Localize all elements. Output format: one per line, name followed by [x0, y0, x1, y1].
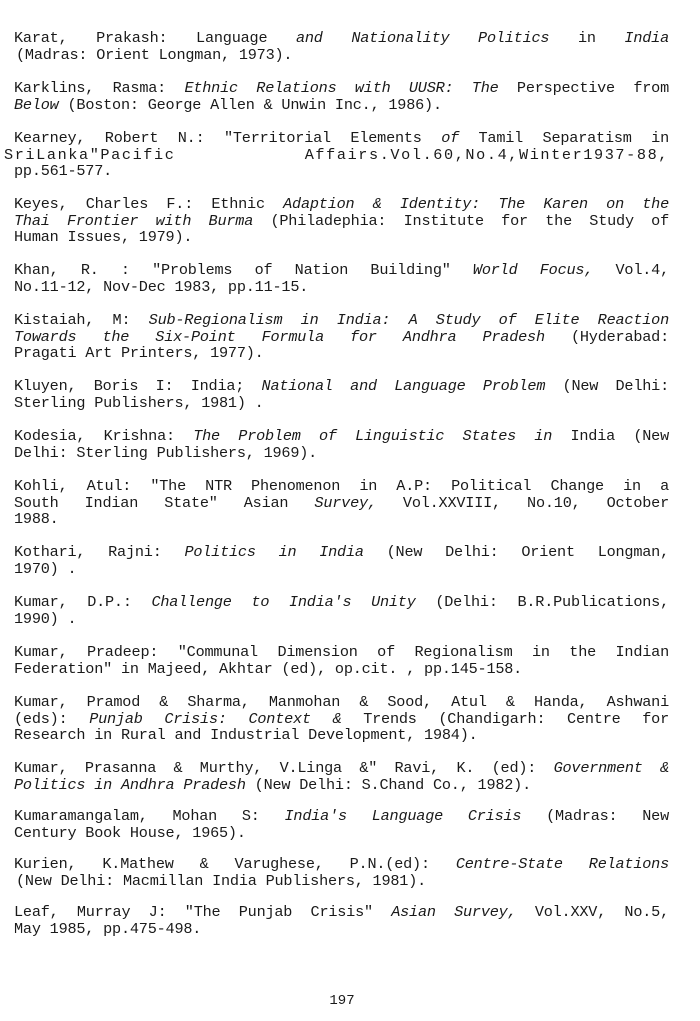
citation-text: (Hyderabad: — [544, 327, 670, 346]
entry-line — [14, 825, 669, 842]
bibliography-entry — [14, 80, 669, 113]
bibliography-entry — [14, 856, 669, 889]
citation-text: Perspective from — [498, 79, 669, 97]
entry-line — [14, 478, 669, 495]
citation-text: (Delhi: B.R.Publications, — [415, 593, 669, 611]
citation-text: (Madras: New — [521, 807, 669, 825]
entry-line — [14, 395, 669, 412]
citation-text: Karklins, Rasma: — [14, 79, 185, 97]
entry-line — [14, 428, 669, 445]
citation-text: Century Book House, 1965). — [14, 823, 246, 842]
entry-line — [14, 229, 669, 246]
citation-text: Kumaramangalam, Mohan S: — [14, 807, 285, 825]
citation-text: South Indian State" Asian — [14, 493, 315, 512]
entry-line — [14, 727, 669, 744]
entry-line — [14, 445, 669, 462]
citation-text: (eds): — [14, 709, 90, 728]
citation-text: Keyes, Charles F.: Ethnic — [14, 195, 284, 213]
citation-text: Kumar, Pradeep: "Communal Dimension of Regionalism in the Indian — [14, 643, 669, 661]
bibliography-entry — [14, 312, 669, 362]
citation-text: Human Issues, 1979). — [14, 228, 193, 246]
entry-line — [14, 279, 669, 296]
citation-text: India (New — [552, 427, 670, 445]
title-text: Below — [14, 95, 59, 114]
entry-line — [14, 213, 669, 230]
title-text: and Nationality Politics — [295, 29, 550, 47]
citation-text: Research in Rural and Industrial Development, 1984). — [14, 726, 478, 744]
citation-text: Leaf, Murray J: "The Punjab Crisis" — [14, 903, 392, 921]
entry-line — [14, 694, 669, 711]
bibliography-entry — [14, 428, 669, 461]
citation-text: Kothari, Rajni: — [14, 543, 185, 561]
citation-text: Vol.XXV, No.5, — [516, 903, 669, 921]
title-text: Politics in Andhra Pradesh — [14, 775, 246, 794]
title-text: Government & — [553, 759, 669, 777]
title-text: Punjab Crisis: Context & — [89, 709, 342, 728]
entry-line — [14, 130, 669, 147]
citation-text: Kumar, Prasanna & Murthy, V.Linga &" Ravi, K. (ed): — [14, 759, 554, 777]
citation-text: Karat, Prakash: Language — [14, 29, 296, 47]
citation-text: Kurien, K.Mathew & Varughese, P.N.(ed): — [14, 855, 456, 873]
title-text: Ethnic Relations with UUSR: The — [184, 79, 499, 97]
title-text: Centre-State Relations — [455, 855, 670, 873]
entry-line — [14, 644, 669, 661]
bibliography-entry — [14, 30, 669, 63]
entry-line — [14, 378, 669, 395]
entry-line — [14, 777, 669, 794]
citation-text: (New Delhi: Macmillan India Publishers, 1981). — [16, 871, 427, 890]
entry-line — [14, 163, 669, 180]
citation-text: Kumar, D.P.: — [14, 593, 152, 611]
entry-line — [14, 345, 669, 362]
title-text: Survey, — [314, 493, 377, 512]
entry-line — [14, 611, 669, 628]
citation-text: (Boston: George Allen & Unwin Inc., 1986). — [58, 95, 442, 114]
entry-line — [14, 760, 669, 777]
entry-line — [4, 147, 669, 164]
entry-line — [14, 80, 669, 97]
entry-line — [14, 561, 669, 578]
citation-text: (New Delhi: S.Chand Co., 1982). — [245, 775, 532, 794]
entry-line — [14, 856, 669, 873]
bibliography-entry — [14, 644, 669, 677]
entry-line — [14, 329, 669, 346]
title-text: National and Language Problem — [261, 377, 546, 395]
citation-text: 1988. — [14, 510, 59, 528]
bibliography-entry — [14, 378, 669, 411]
citation-text: SriLanka"Pacific Affairs.Vol.60,No.4,Winter1937-88, — [4, 145, 669, 164]
citation-text: Sterling Publishers, 1981) . — [14, 393, 264, 412]
citation-text: Kohli, Atul: "The NTR Phenomenon in A.P: Political Change in a — [14, 477, 669, 495]
citation-text: (Madras: Orient Longman, 1973). — [16, 45, 293, 64]
title-text: Challenge to India's Unity — [151, 593, 416, 611]
title-text: The Problem of Linguistic States in — [193, 427, 553, 445]
citation-text: Khan, R. : "Problems of Nation Building" — [14, 261, 473, 279]
bibliography-entry — [14, 808, 669, 841]
entry-line — [14, 711, 669, 728]
citation-text: (New Delhi: — [545, 377, 669, 395]
title-text: India's Language Crisis — [284, 807, 522, 825]
entry-line — [14, 661, 669, 678]
title-text: Towards the Six-Point Formula for Andhra Pradesh — [14, 327, 545, 346]
entry-line — [14, 30, 669, 47]
entry-line — [14, 873, 669, 890]
bibliography-entry — [14, 544, 669, 577]
citation-text: Kearney, Robert N.: "Territorial Elements — [14, 129, 442, 147]
entry-line — [14, 312, 669, 329]
citation-text: pp.561-577. — [14, 162, 113, 180]
citation-text: in — [549, 29, 625, 47]
citation-text: Kodesia, Krishna: — [14, 427, 194, 445]
entry-line — [14, 495, 669, 512]
citation-text: 1970) . — [14, 559, 77, 578]
citation-text: Federation" in Majeed, Akhtar (ed), op.cit. , pp.145-158. — [14, 659, 523, 678]
entry-line — [14, 544, 669, 561]
citation-text: Vol.XXVIII, No.10, October — [376, 493, 669, 512]
entry-line — [14, 262, 669, 279]
bibliography-entry — [14, 904, 669, 937]
entry-line — [14, 196, 669, 213]
entry-line — [14, 921, 669, 938]
citation-text: 1990) . — [14, 609, 77, 628]
citation-text: Kluyen, Boris I: India; — [14, 377, 262, 395]
citation-text: Vol.4, — [593, 261, 669, 279]
entry-line — [14, 47, 669, 64]
title-text: World Focus, — [472, 261, 594, 279]
title-text: of — [441, 129, 460, 147]
bibliography-entry — [14, 594, 669, 627]
entry-line — [14, 808, 669, 825]
bibliography-entry — [4, 129, 669, 180]
bibliography-entry — [14, 760, 669, 793]
citation-text: (New Delhi: Orient Longman, — [363, 543, 670, 561]
citation-text: Kistaiah, M: — [14, 311, 149, 329]
citation-text: Delhi: Sterling Publishers, 1969). — [14, 443, 318, 462]
citation-text: Tamil Separatism in — [459, 129, 669, 147]
entry-line — [14, 511, 669, 528]
title-text: India — [624, 29, 669, 47]
citation-text: No.11-12, Nov-Dec 1983, pp.11-15. — [14, 277, 309, 296]
title-text: Thai Frontier with Burma — [14, 211, 254, 230]
entry-line — [14, 97, 669, 114]
bibliography-entry — [14, 262, 669, 295]
bibliography-entry — [14, 196, 669, 246]
citation-text: Pragati Art Printers, 1977). — [14, 344, 264, 362]
title-text: Politics in India — [184, 543, 364, 561]
citation-text: May 1985, pp.475-498. — [14, 919, 202, 938]
title-text: Sub-Regionalism in India: A Study of Elite Reaction — [148, 311, 669, 329]
entry-line — [14, 904, 669, 921]
citation-text: Kumar, Pramod & Sharma, Manmohan & Sood, Atul & Handa, Ashwani — [14, 693, 669, 711]
title-text: Adaption & Identity: The Karen on the — [283, 195, 670, 213]
bibliography-entry — [14, 478, 669, 528]
entry-line — [14, 594, 669, 611]
citation-text: (Philadephia: Institute for the Study of — [253, 211, 669, 230]
page-number: 197 — [329, 993, 355, 1009]
bibliography-entry — [14, 694, 669, 744]
title-text: Asian Survey, — [391, 903, 517, 921]
citation-text: Trends (Chandigarh: Centre for — [341, 709, 669, 728]
